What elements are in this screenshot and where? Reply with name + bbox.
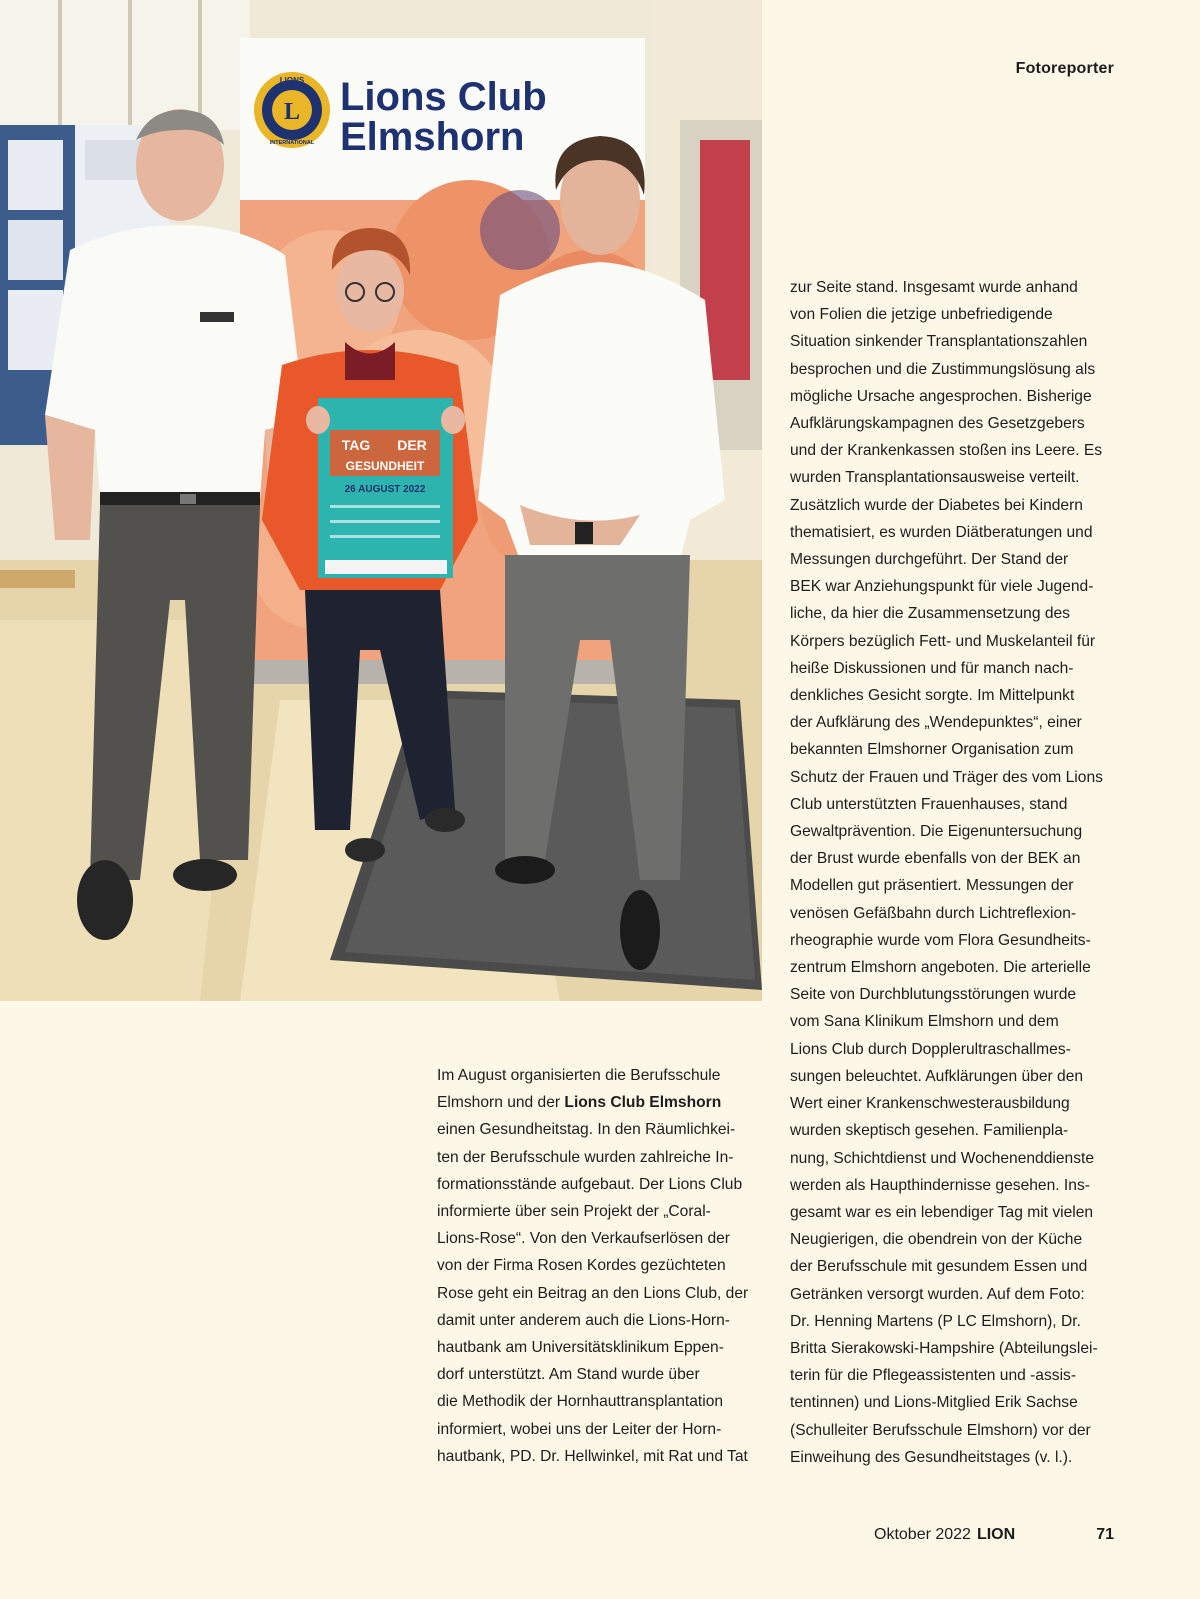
article-line: Wert einer Krankenschwesterausbildung: [790, 1095, 1070, 1113]
article-line: zentrum Elmshorn angeboten. Die arterielle: [790, 959, 1091, 977]
article-line: Getränken versorgt wurden. Auf dem Foto:: [790, 1285, 1085, 1303]
article-line: informierte über sein Projekt der „Coral-: [437, 1203, 711, 1221]
article-line: Seite von Durchblutungsstörungen wurde: [790, 986, 1077, 1004]
poster-line2: DER: [397, 437, 427, 453]
article-line: dorf unterstützt. Am Stand wurde über: [437, 1366, 700, 1384]
article-line: thematisiert, es wurden Diätberatungen und: [790, 523, 1093, 541]
article-line: vom Sana Klinikum Elmshorn und dem: [790, 1013, 1059, 1031]
article-line: und der Krankenkassen stoßen ins Leere. Es: [790, 442, 1103, 460]
poster-line1: TAG: [341, 437, 371, 453]
issue-date: Oktober 2022: [874, 1526, 971, 1543]
article-line: tentinnen) und Lions-Mitglied Erik Sachse: [790, 1394, 1078, 1412]
article-line: ten der Berufsschule wurden zahlreiche In-: [437, 1148, 734, 1166]
article-line: Club unterstützten Frauenhauses, stand: [790, 795, 1068, 813]
article-line: heiße Diskussionen und für manch nach-: [790, 659, 1074, 677]
article-line: von Folien die jetzige unbefriedigende: [790, 306, 1053, 324]
article-line: Modellen gut präsentiert. Messungen der: [790, 877, 1074, 895]
article-line: wurden Transplantationsausweise verteilt.: [790, 469, 1080, 487]
article-line: denkliches Gesicht sorgte. Im Mittelpunkt: [790, 687, 1075, 705]
lions-logo-letter: L: [283, 99, 301, 125]
article-line: Im August organisierten die Berufsschule: [437, 1067, 721, 1084]
article-column-right: [790, 274, 1118, 1471]
article-line: der Aufklärung des „Wendepunktes“, einer: [790, 714, 1082, 732]
page-number: 71: [1096, 1526, 1114, 1543]
event-photo: [0, 0, 762, 1001]
article-line: Lions-Rose“. Von den Verkaufserlösen der: [437, 1230, 730, 1248]
article-line: [437, 1089, 765, 1116]
article-line: hautbank am Universitätsklinikum Eppen-: [437, 1339, 724, 1357]
banner-title-line1: Lions Club: [340, 75, 547, 119]
article-line: einen Gesundheitstag. In den Räumlichkei-: [437, 1121, 736, 1139]
article-line: Körpers bezüglich Fett- und Muskelanteil für: [790, 632, 1096, 650]
article-line: wurden skeptisch gesehen. Familienpla-: [790, 1122, 1069, 1140]
article-column-left: [437, 1062, 765, 1470]
article-line: (Schulleiter Berufsschule Elmshorn) vor der: [790, 1421, 1091, 1439]
article-text: Elmshorn und der: [437, 1094, 565, 1112]
article-line: sungen beleuchtet. Aufklärungen über den: [790, 1067, 1084, 1085]
lions-logo-top-text: LIONS: [279, 76, 305, 85]
article-line: der Berufsschule mit gesundem Essen und: [790, 1258, 1088, 1276]
article-line: von der Firma Rosen Kordes gezüchteten: [437, 1257, 726, 1275]
article-line: Messungen durchgeführt. Der Stand der: [790, 551, 1069, 569]
article-line: Lions Club durch Dopplerultraschallmes-: [790, 1040, 1071, 1058]
article-line: besprochen und die Zustimmungslösung als: [790, 360, 1096, 378]
article-line: liche, da hier die Zusammensetzung des: [790, 605, 1070, 623]
article-line: venösen Gefäßbahn durch Lichtreflexion-: [790, 904, 1077, 922]
article-line: der Brust wurde ebenfalls von der BEK an: [790, 850, 1081, 868]
article-line: Schutz der Frauen und Träger des vom Lions: [790, 768, 1103, 786]
article-line: hautbank, PD. Dr. Hellwinkel, mit Rat und Tat: [437, 1447, 748, 1465]
club-name-bold: Lions Club Elmshorn: [564, 1094, 722, 1112]
article-line: die Methodik der Hornhauttransplantation: [437, 1393, 724, 1411]
article-line: terin für die Pflegeassistenten und -assis-: [790, 1367, 1077, 1385]
article-line: Aufklärungskampagnen des Gesetzgebers: [790, 415, 1085, 433]
banner-title-line2: Elmshorn: [340, 115, 525, 159]
lions-logo-bottom-text: INTERNATIONAL: [269, 140, 315, 146]
article-line: formationsstände aufgebaut. Der Lions Club: [437, 1175, 743, 1193]
article-line: nung, Schichtdienst und Wochenenddienste: [790, 1149, 1095, 1167]
article-line: Neugierigen, die obendrein von der Küche: [790, 1231, 1083, 1249]
article-line: Situation sinkender Transplantationszahlen: [790, 333, 1088, 351]
article-line: Rose geht ein Beitrag an den Lions Club, der: [437, 1284, 749, 1302]
article-line: informiert, wobei uns der Leiter der Horn-: [437, 1420, 722, 1438]
page-footer: [874, 1526, 1015, 1544]
article-line: damit unter anderem auch die Lions-Horn-: [437, 1311, 730, 1329]
article-line: bekannten Elmshorner Organisation zum: [790, 741, 1074, 759]
magazine-name: LION: [976, 1526, 1016, 1543]
article-line: gesamt war es ein lebendiger Tag mit vielen: [790, 1203, 1094, 1221]
section-label: Fotoreporter: [1015, 60, 1114, 77]
poster-line3: GESUNDHEIT: [345, 459, 425, 473]
article-line: Britta Sierakowski-Hampshire (Abteilungslei-: [790, 1339, 1098, 1357]
article-line: zur Seite stand. Insgesamt wurde anhand: [790, 279, 1078, 296]
article-line: rheographie wurde vom Flora Gesundheits-: [790, 931, 1091, 949]
article-line: Gewaltprävention. Die Eigenuntersuchung: [790, 823, 1083, 841]
article-line: werden als Haupthindernisse gesehen. Ins-: [790, 1176, 1090, 1194]
poster-date: 26 AUGUST 2022: [344, 484, 426, 495]
article-line: Zusätzlich wurde der Diabetes bei Kindern: [790, 496, 1083, 514]
article-line: Dr. Henning Martens (P LC Elmshorn), Dr.: [790, 1312, 1081, 1330]
article-line: BEK war Anziehungspunkt für viele Jugend-: [790, 578, 1094, 596]
article-line: mögliche Ursache angesprochen. Bisherige: [790, 387, 1092, 405]
article-line: Einweihung des Gesundheitstages (v. l.).: [790, 1448, 1073, 1466]
